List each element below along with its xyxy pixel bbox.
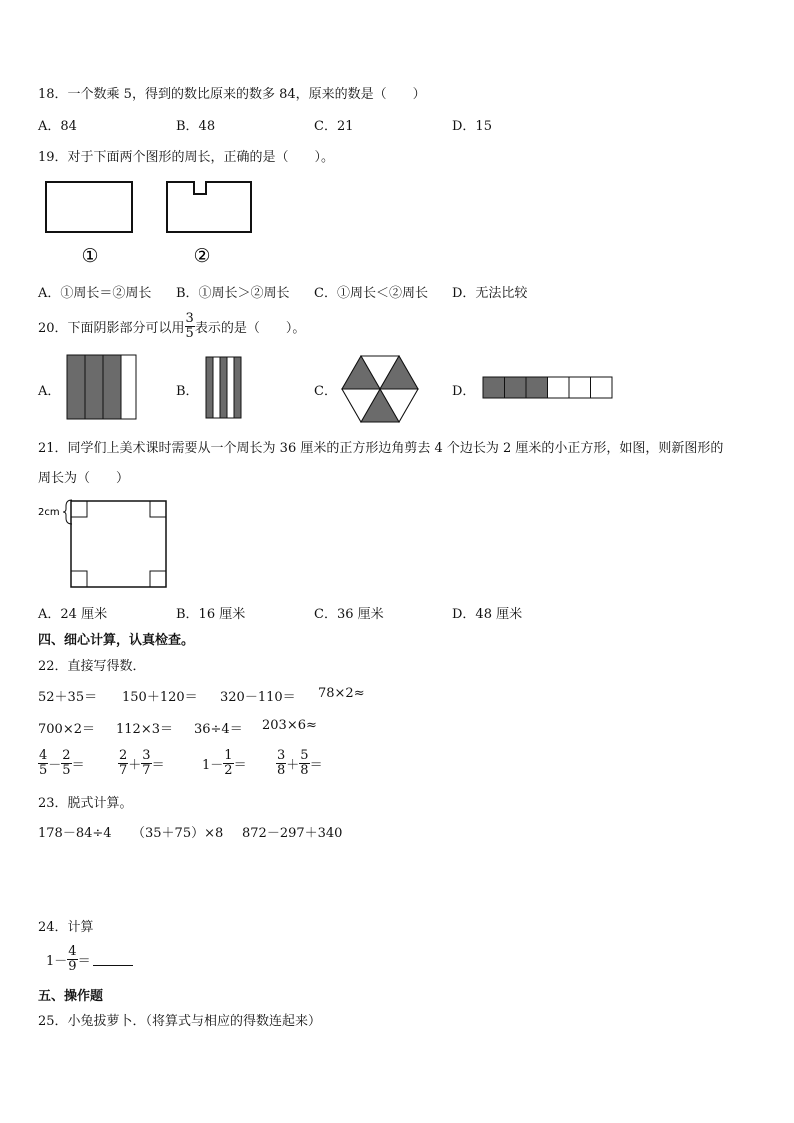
denominator: 7 [142,762,151,778]
q18-option-c: C．21 [314,119,354,134]
numerator: 1 [224,747,233,763]
q19-option-c: C．①周长＜②周长 [314,286,428,301]
numerator: 2 [62,747,71,763]
figure-2-label: ② [193,245,211,267]
q23-item-2: （35＋75）×8 [132,826,224,841]
fraction [61,749,71,778]
q20-option-d-label: D． [452,384,476,399]
q20-figure-c-hexagon [340,354,420,426]
section-5-title: 五、操作题 [38,989,104,1004]
operator: － [48,757,62,773]
equals: ＝ [151,757,165,773]
numerator: 4 [68,943,77,959]
q22-r2-c1: 700×2＝ [38,722,95,737]
q20-option-b-label: B． [176,384,199,399]
figure-1-rectangle [46,182,132,232]
equals: ＝ [233,757,247,773]
q22-r3-c3 [202,744,247,782]
operator: ＋ [128,757,142,773]
q23-stem: 23．脱式计算。 [38,796,133,811]
q20-stem [38,308,305,344]
q24-expression [46,940,133,978]
q20-figure-d [482,376,614,400]
figure-2-notched-rectangle [167,182,251,232]
q22-r3-c4 [276,744,323,782]
denominator: 8 [300,762,309,778]
numerator: 2 [119,747,128,763]
numerator: 3 [277,747,286,763]
q19-option-b: B．①周长＞②周长 [176,286,290,301]
q20-frac-num: 3 [185,310,194,326]
q20-figure-b [205,356,243,420]
q18-stem: 18．一个数乘 5，得到的数比原来的数多 84，原来的数是（ ） [38,87,426,102]
equals: ＝ [71,757,85,773]
q20-option-a-label: A． [38,384,61,399]
prefix: 1－ [46,953,68,969]
numerator: 5 [300,747,309,763]
fraction [118,749,128,778]
q22-r1-c2: 150＋120＝ [122,690,198,705]
fraction [223,749,233,778]
denominator: 8 [277,762,286,778]
q23-item-1: 178－84÷4 [38,826,112,841]
q19-option-a: A．①周长＝②周长 [38,286,152,301]
q20-stem-post: 表示的是（ ）。 [194,320,306,336]
q21-figure [36,496,172,592]
q20-figure-a [66,354,138,422]
operator: ＋ [286,757,300,773]
fraction [38,749,48,778]
numerator: 3 [142,747,151,763]
q21-stem-line2: 周长为（ ） [38,471,130,486]
answer-blank[interactable] [93,953,133,966]
q19-figures [44,180,259,270]
q18-option-d: D．15 [452,119,492,134]
equals: ＝ [309,757,323,773]
q22-stem: 22．直接写得数． [38,659,146,674]
denominator: 5 [62,762,71,778]
q18-option-b: B．48 [176,119,216,134]
q19-option-d: D．无法比较 [452,286,528,301]
q18-option-a: A．84 [38,119,77,134]
q19-stem: 19．对于下面两个图形的周长，正确的是（ ）。 [38,150,335,165]
q22-r1-c4: 78×2≈ [318,686,365,701]
denominator: 9 [68,958,77,974]
q25-stem: 25．小兔拔萝卜．（将算式与相应的得数连起来） [38,1014,322,1029]
denominator: 7 [119,762,128,778]
q22-r3-c2 [118,744,165,782]
q21-stem-line1: 21．同学们上美术课时需要从一个周长为 36 厘米的正方形边角剪去 4 个边长为 2 厘米的小正方形，如图，则新图形的 [38,441,724,456]
q20-fraction [185,312,195,341]
fraction [67,945,77,974]
denominator: 5 [39,762,48,778]
q21-option-b: B．16 厘米 [176,607,246,622]
section-4-title: 四、细心计算，认真检查。 [38,633,195,648]
q21-option-c: C．36 厘米 [314,607,384,622]
q20-frac-den: 5 [185,325,194,341]
q24-stem: 24．计算 [38,920,94,935]
q21-option-a: A．24 厘米 [38,607,108,622]
numerator: 4 [39,747,48,763]
denominator: 2 [224,762,233,778]
q20-stem-pre: 20．下面阴影部分可以用 [38,320,185,336]
fraction [141,749,151,778]
q22-r3-c1 [38,744,85,782]
equals: ＝ [77,953,91,969]
q22-r2-c2: 112×3＝ [116,722,173,737]
figure-1-label: ① [81,245,99,267]
q22-r2-c3: 36÷4＝ [194,722,243,737]
q22-r2-c4: 203×6≈ [262,718,317,733]
q21-figure-label: 2cm [38,507,60,518]
fraction [299,749,309,778]
q22-r1-c3: 320－110＝ [220,690,296,705]
q20-option-c-label: C． [314,384,337,399]
q23-item-3: 872－297＋340 [242,826,343,841]
prefix: 1－ [202,757,224,773]
fraction [276,749,286,778]
q22-r1-c1: 52＋35＝ [38,690,98,705]
q21-option-d: D．48 厘米 [452,607,523,622]
